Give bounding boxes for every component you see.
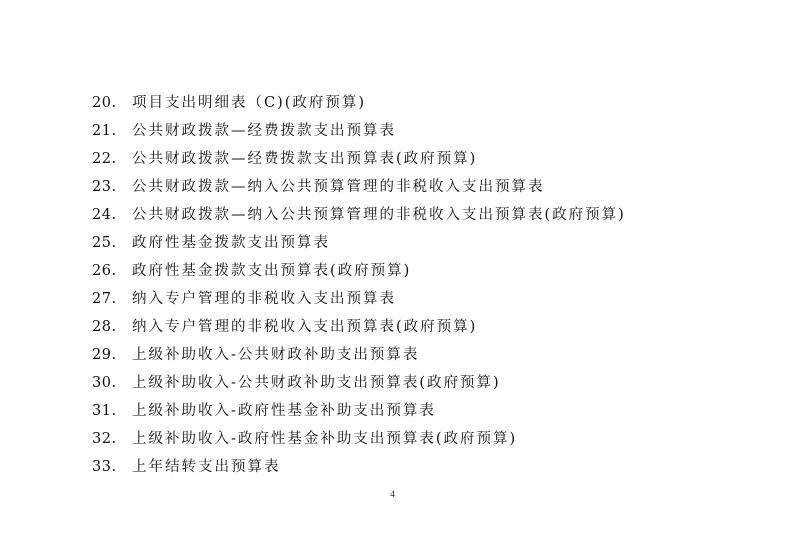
toc-item-title: 上级补助收入-公共财政补助支出预算表 bbox=[132, 347, 420, 363]
toc-item-number: 29. bbox=[92, 347, 117, 363]
toc-item-number: 27. bbox=[92, 291, 117, 307]
toc-item-title: 上年结转支出预算表 bbox=[132, 459, 281, 475]
toc-item-number: 25. bbox=[92, 235, 117, 251]
toc-item-title: 上级补助收入-公共财政补助支出预算表(政府预算) bbox=[132, 375, 501, 391]
toc-item-title: 纳入专户管理的非税收入支出预算表 bbox=[132, 291, 396, 307]
toc-item-number: 24. bbox=[92, 207, 117, 223]
toc-item-title: 公共财政拨款—纳入公共预算管理的非税收入支出预算表(政府预算) bbox=[132, 207, 626, 223]
toc-item-31 bbox=[92, 397, 626, 425]
toc-item-number: 33. bbox=[92, 459, 117, 475]
toc-item-title: 上级补助收入-政府性基金补助支出预算表(政府预算) bbox=[132, 431, 518, 447]
toc-item-number: 26. bbox=[92, 263, 117, 279]
toc-item-22 bbox=[92, 145, 626, 173]
table-of-contents bbox=[92, 89, 626, 481]
toc-item-number: 32. bbox=[92, 431, 117, 447]
toc-item-title: 公共财政拨款—经费拨款支出预算表(政府预算) bbox=[132, 151, 478, 167]
page-number: 4 bbox=[390, 489, 395, 499]
toc-item-title: 政府性基金拨款支出预算表(政府预算) bbox=[132, 263, 412, 279]
toc-item-28 bbox=[92, 313, 626, 341]
toc-item-20 bbox=[92, 89, 626, 117]
toc-item-21 bbox=[92, 117, 626, 145]
toc-item-number: 28. bbox=[92, 319, 117, 335]
toc-item-30 bbox=[92, 369, 626, 397]
toc-item-26 bbox=[92, 257, 626, 285]
toc-item-24 bbox=[92, 201, 626, 229]
toc-item-number: 30. bbox=[92, 375, 117, 391]
toc-item-number: 31. bbox=[92, 403, 117, 419]
toc-item-27 bbox=[92, 285, 626, 313]
toc-item-number: 22. bbox=[92, 151, 117, 167]
toc-item-title: 项目支出明细表（C)(政府预算) bbox=[132, 95, 367, 111]
toc-item-title: 公共财政拨款—经费拨款支出预算表 bbox=[132, 123, 396, 139]
toc-item-23 bbox=[92, 173, 626, 201]
toc-item-25 bbox=[92, 229, 626, 257]
toc-item-title: 公共财政拨款—纳入公共预算管理的非税收入支出预算表 bbox=[132, 179, 545, 195]
toc-item-title: 政府性基金拨款支出预算表 bbox=[132, 235, 330, 251]
toc-item-number: 23. bbox=[92, 179, 117, 195]
toc-item-number: 20. bbox=[92, 95, 117, 111]
toc-item-29 bbox=[92, 341, 626, 369]
toc-item-title: 上级补助收入-政府性基金补助支出预算表 bbox=[132, 403, 436, 419]
toc-item-32 bbox=[92, 425, 626, 453]
toc-item-number: 21. bbox=[92, 123, 117, 139]
toc-item-33 bbox=[92, 453, 626, 481]
toc-item-title: 纳入专户管理的非税收入支出预算表(政府预算) bbox=[132, 319, 478, 335]
